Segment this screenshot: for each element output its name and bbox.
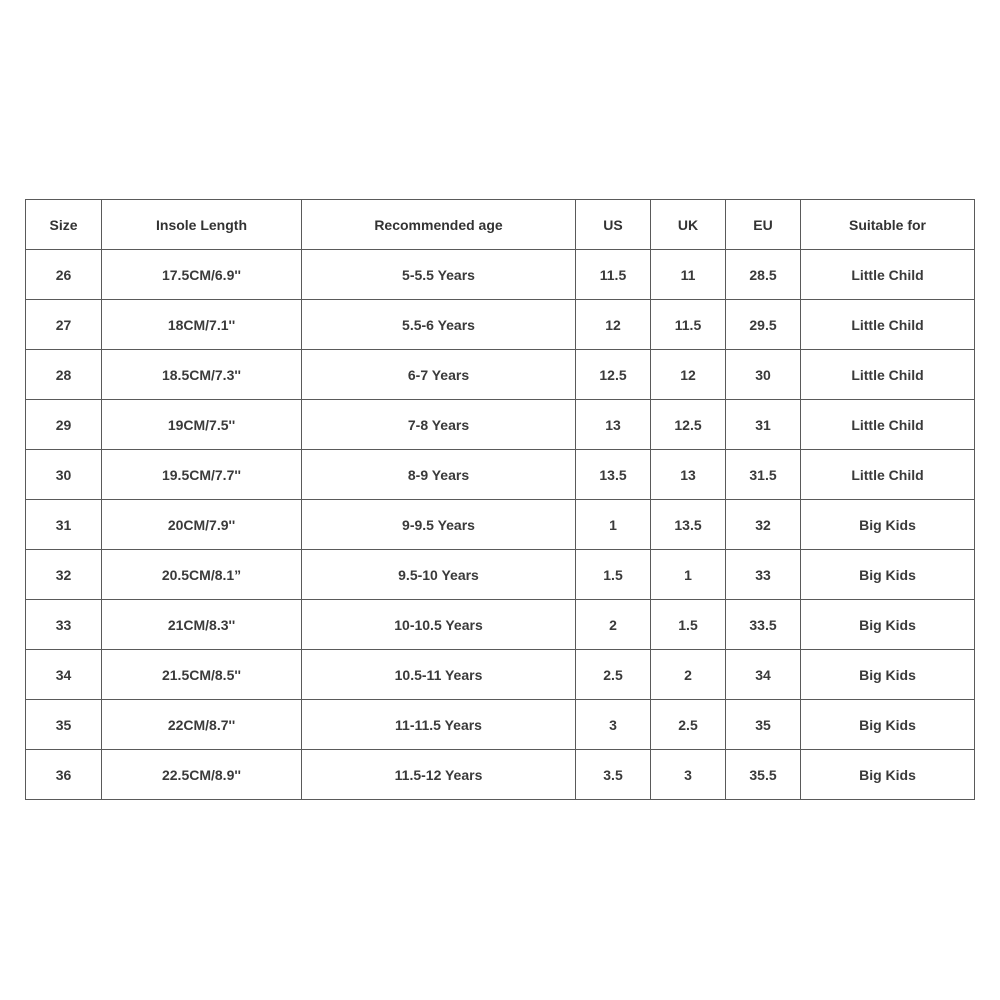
- suitable-for-cell: Big Kids: [801, 550, 975, 600]
- us-size-cell: 12: [576, 300, 651, 350]
- eu-size-cell: 29.5: [726, 300, 801, 350]
- us-size-cell: 13: [576, 400, 651, 450]
- us-size-cell: 3: [576, 700, 651, 750]
- recommended-age-cell: 5.5-6 Years: [302, 300, 576, 350]
- uk-size-cell: 3: [651, 750, 726, 800]
- eu-size-cell: 35: [726, 700, 801, 750]
- us-size-cell: 3.5: [576, 750, 651, 800]
- eu-size-cell: 34: [726, 650, 801, 700]
- eu-size-cell: 31.5: [726, 450, 801, 500]
- size-cell: 27: [26, 300, 102, 350]
- insole-length-cell: 21.5CM/8.5'': [102, 650, 302, 700]
- insole-length-cell: 17.5CM/6.9'': [102, 250, 302, 300]
- table-row: [26, 400, 975, 450]
- us-size-cell: 2: [576, 600, 651, 650]
- uk-size-cell: 11.5: [651, 300, 726, 350]
- suitable-for-cell: Little Child: [801, 300, 975, 350]
- insole-length-cell: 20CM/7.9'': [102, 500, 302, 550]
- size-chart-body: [26, 250, 975, 800]
- uk-size-cell: 12.5: [651, 400, 726, 450]
- size-cell: 30: [26, 450, 102, 500]
- insole-length-cell: 18CM/7.1'': [102, 300, 302, 350]
- us-size-cell: 11.5: [576, 250, 651, 300]
- size-cell: 32: [26, 550, 102, 600]
- size-cell: 33: [26, 600, 102, 650]
- header-suitable-for: Suitable for: [801, 200, 975, 250]
- insole-length-cell: 22CM/8.7'': [102, 700, 302, 750]
- insole-length-cell: 22.5CM/8.9'': [102, 750, 302, 800]
- uk-size-cell: 2: [651, 650, 726, 700]
- insole-length-cell: 19CM/7.5'': [102, 400, 302, 450]
- table-row: [26, 550, 975, 600]
- table-row: [26, 250, 975, 300]
- uk-size-cell: 11: [651, 250, 726, 300]
- uk-size-cell: 12: [651, 350, 726, 400]
- insole-length-cell: 21CM/8.3'': [102, 600, 302, 650]
- insole-length-cell: 19.5CM/7.7'': [102, 450, 302, 500]
- suitable-for-cell: Little Child: [801, 250, 975, 300]
- insole-length-cell: 20.5CM/8.1”: [102, 550, 302, 600]
- recommended-age-cell: 7-8 Years: [302, 400, 576, 450]
- header-uk: UK: [651, 200, 726, 250]
- table-row: [26, 450, 975, 500]
- table-row: [26, 350, 975, 400]
- header-recommended-age: Recommended age: [302, 200, 576, 250]
- recommended-age-cell: 11-11.5 Years: [302, 700, 576, 750]
- recommended-age-cell: 6-7 Years: [302, 350, 576, 400]
- uk-size-cell: 13: [651, 450, 726, 500]
- header-row: [26, 200, 975, 250]
- suitable-for-cell: Big Kids: [801, 600, 975, 650]
- size-cell: 29: [26, 400, 102, 450]
- uk-size-cell: 1.5: [651, 600, 726, 650]
- eu-size-cell: 30: [726, 350, 801, 400]
- suitable-for-cell: Big Kids: [801, 500, 975, 550]
- recommended-age-cell: 10-10.5 Years: [302, 600, 576, 650]
- recommended-age-cell: 8-9 Years: [302, 450, 576, 500]
- table-row: [26, 700, 975, 750]
- us-size-cell: 1: [576, 500, 651, 550]
- eu-size-cell: 32: [726, 500, 801, 550]
- us-size-cell: 12.5: [576, 350, 651, 400]
- eu-size-cell: 33.5: [726, 600, 801, 650]
- table-row: [26, 500, 975, 550]
- us-size-cell: 1.5: [576, 550, 651, 600]
- recommended-age-cell: 5-5.5 Years: [302, 250, 576, 300]
- table-row: [26, 600, 975, 650]
- eu-size-cell: 31: [726, 400, 801, 450]
- header-us: US: [576, 200, 651, 250]
- table-row: [26, 650, 975, 700]
- suitable-for-cell: Big Kids: [801, 650, 975, 700]
- size-chart-table: [25, 199, 975, 800]
- recommended-age-cell: 11.5-12 Years: [302, 750, 576, 800]
- header-size: Size: [26, 200, 102, 250]
- suitable-for-cell: Big Kids: [801, 750, 975, 800]
- uk-size-cell: 2.5: [651, 700, 726, 750]
- table-row: [26, 300, 975, 350]
- size-cell: 34: [26, 650, 102, 700]
- size-cell: 26: [26, 250, 102, 300]
- recommended-age-cell: 9.5-10 Years: [302, 550, 576, 600]
- suitable-for-cell: Little Child: [801, 400, 975, 450]
- uk-size-cell: 13.5: [651, 500, 726, 550]
- eu-size-cell: 35.5: [726, 750, 801, 800]
- eu-size-cell: 33: [726, 550, 801, 600]
- size-cell: 35: [26, 700, 102, 750]
- us-size-cell: 13.5: [576, 450, 651, 500]
- header-insole-length: Insole Length: [102, 200, 302, 250]
- insole-length-cell: 18.5CM/7.3'': [102, 350, 302, 400]
- eu-size-cell: 28.5: [726, 250, 801, 300]
- us-size-cell: 2.5: [576, 650, 651, 700]
- suitable-for-cell: Little Child: [801, 350, 975, 400]
- header-eu: EU: [726, 200, 801, 250]
- suitable-for-cell: Little Child: [801, 450, 975, 500]
- recommended-age-cell: 10.5-11 Years: [302, 650, 576, 700]
- suitable-for-cell: Big Kids: [801, 700, 975, 750]
- uk-size-cell: 1: [651, 550, 726, 600]
- size-cell: 28: [26, 350, 102, 400]
- size-cell: 36: [26, 750, 102, 800]
- table-row: [26, 750, 975, 800]
- size-cell: 31: [26, 500, 102, 550]
- recommended-age-cell: 9-9.5 Years: [302, 500, 576, 550]
